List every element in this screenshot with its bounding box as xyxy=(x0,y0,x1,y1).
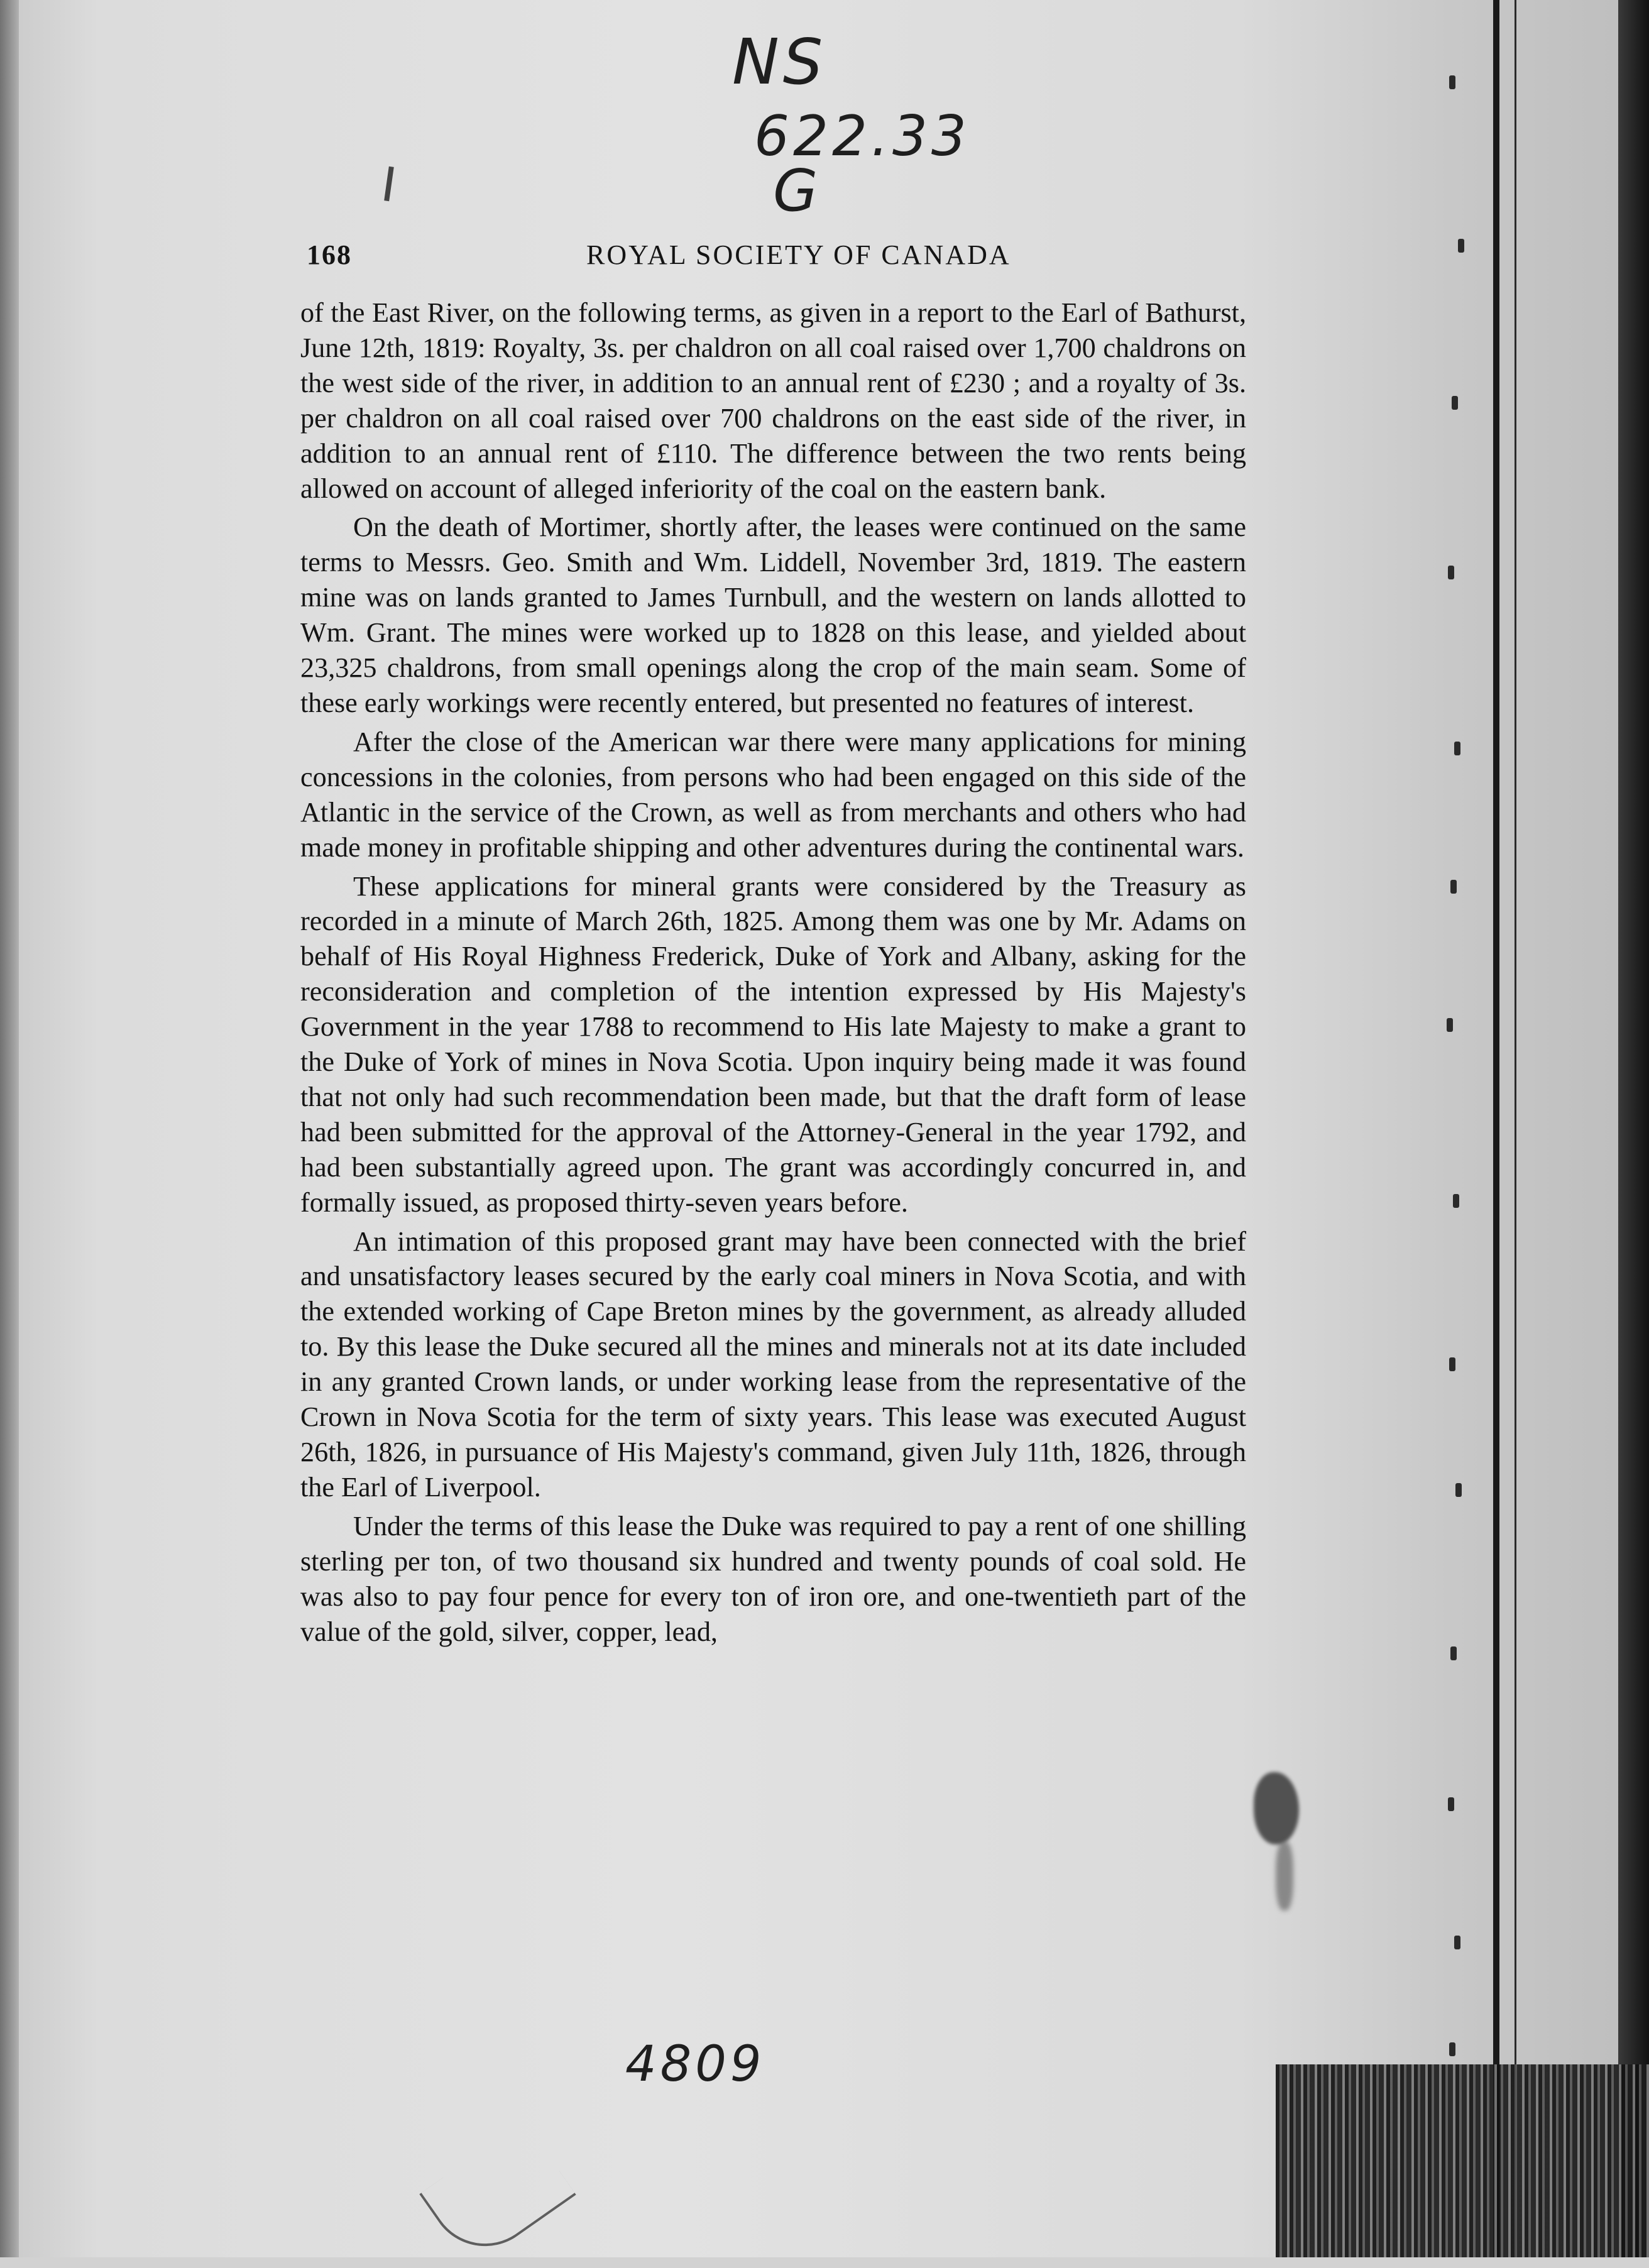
handwritten-call-number-1: NS xyxy=(732,25,827,99)
handwritten-call-number-2: 622.33 xyxy=(754,104,970,168)
paragraph: of the East River, on the following terms, as given in a report to the Earl of Bathurst, June 12th, 1819: Royalty, 3s. per chaldron on all coal raised over 1,700 chaldrons on the west side of the river, in addition to an annual rent of £230 ; and a royalty of 3s. per chaldron on all coal raised over 700 chaldrons on the east side of the river, in addition to an annual rent of £110. The difference between the two rents being allowed on account of alleged inferiority of the coal on the eastern bank. xyxy=(300,297,1246,504)
page-edge-marks xyxy=(1445,0,1483,2257)
binding-gutter-line xyxy=(1493,0,1499,2257)
handwritten-bottom-number: 4809 xyxy=(625,2036,765,2093)
handwritten-call-number-3: G xyxy=(773,157,822,224)
ink-stain-drip xyxy=(1276,1841,1293,1910)
journal-title: ROYAL SOCIETY OF CANADA xyxy=(586,239,1011,270)
article-body xyxy=(300,295,1246,1653)
paragraph: An intimation of this proposed grant may have been connected with the brief and unsatisfactory leases secured by the early coal miners in Nova Scotia, and with the extended working of Cape Breton mines by the government, as already alluded to. By this lease the Duke secured all the mines and minerals not at its date included in any granted Crown lands, or under working lease from the representative of the Crown in Nova Scotia for the term of sixty years. This lease was executed August 26th, 1826, in pursuance of His Majesty's command, given July 11th, 1826, through the Earl of Liverpool. xyxy=(300,1225,1246,1503)
paragraph: Under the terms of this lease the Duke was required to pay a rent of one shilling sterling per ton, of two thousand six hundred and twenty pounds of coal sold. He was also to pay four pence for every ton of iron ore, and one-twentieth part of the value of the gold, silver, copper, lead, xyxy=(300,1510,1246,1647)
pencil-scribble xyxy=(419,2121,576,2268)
ink-stain xyxy=(1254,1772,1299,1844)
paragraph: After the close of the American war there were many applications for mining concessions in the colonies, from persons who had been engaged on this side of the Atlantic in the service of the Crown, as well as from merchants and others who had made money in profitable shipping and other adventures during the continental wars. xyxy=(300,726,1246,863)
binding-gutter-line-secondary xyxy=(1515,0,1516,2257)
scan-edge-artifact xyxy=(1276,2064,1649,2257)
facing-page-edge xyxy=(1618,0,1649,2257)
paragraph: These applications for mineral grants were considered by the Treasury as recorded in a minute of March 26th, 1825. Among them was one by Mr. Adams on behalf of His Royal Highness Frederick, Duke of York and Albany, asking for the reconsideration and completion of the intention expressed by His Majesty's Government in the year 1788 to recommend to His late Majesty to make a grant to the Duke of York of mines in Nova Scotia. Upon inquiry being made it was found that not only had such recommendation been made, but that the draft form of lease had been submitted for the approval of the Attorney-General in the year 1792, and had been substantially agreed upon. The grant was accordingly concurred in, and formally issued, as proposed thirty-seven years before. xyxy=(300,870,1246,1218)
running-head xyxy=(307,239,1249,283)
paragraph: On the death of Mortimer, shortly after, the leases were continued on the same terms to Messrs. Geo. Smith and Wm. Liddell, November 3rd, 1819. The eastern mine was on lands granted to James Turnbull, and the western on lands allotted to Wm. Grant. The mines were worked up to 1828 on this lease, and yielded about 23,325 chaldrons, from small openings along the crop of the main seam. Some of these early workings were recently entered, but presented no features of interest. xyxy=(300,512,1246,718)
page-number: 168 xyxy=(307,239,352,270)
margin-mark xyxy=(384,167,394,202)
page-left-shadow xyxy=(0,0,19,2257)
